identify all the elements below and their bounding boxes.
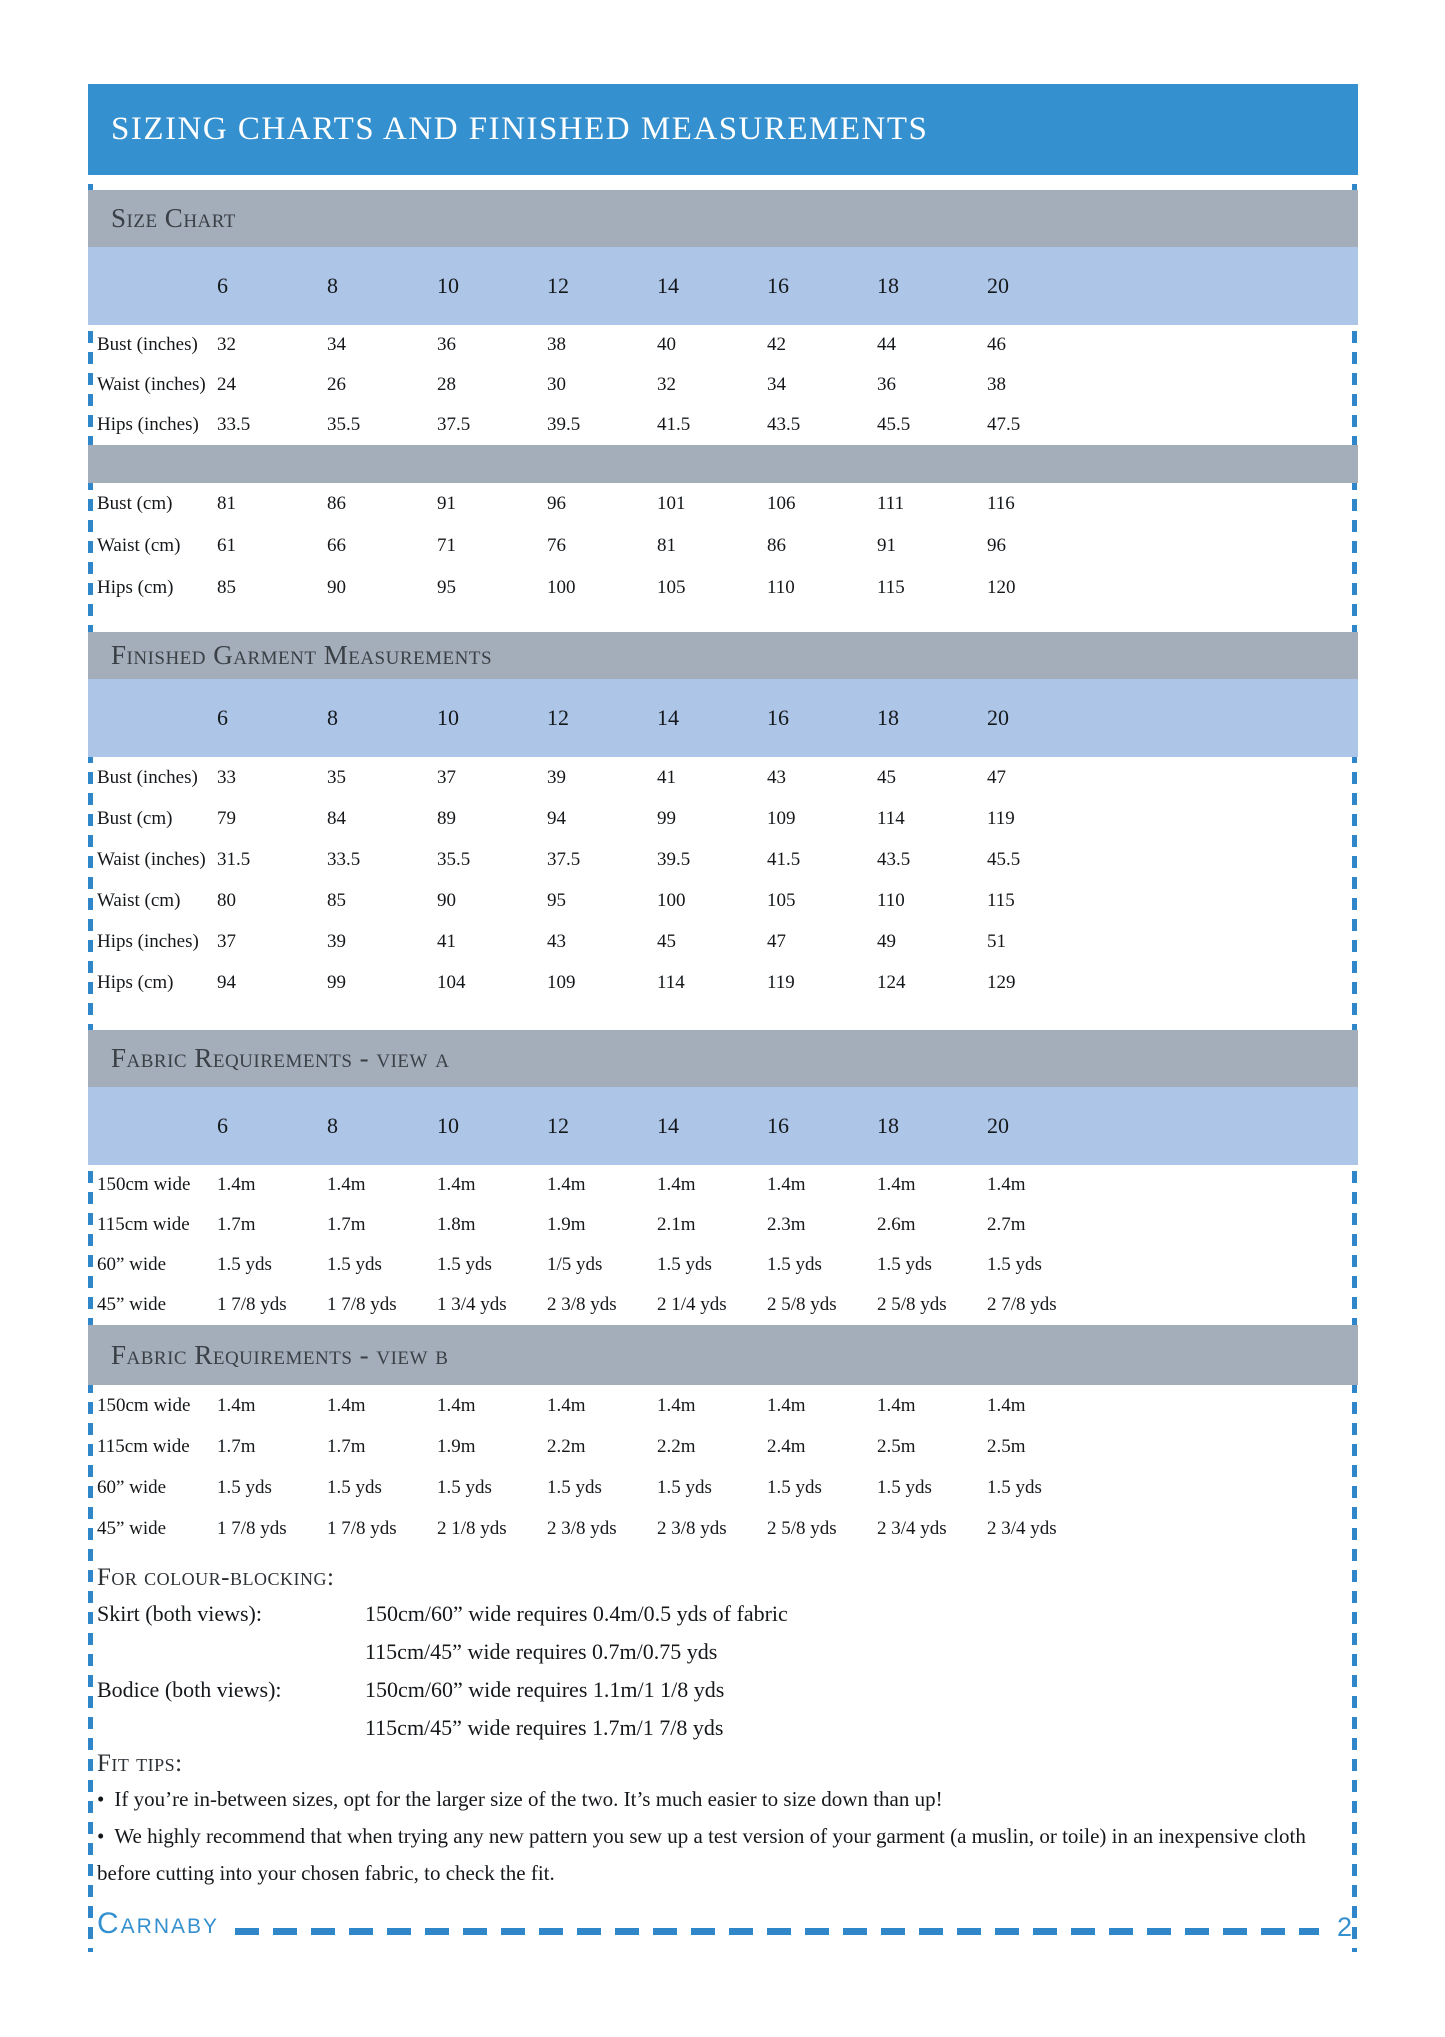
table-row: [88, 1426, 1358, 1467]
table-cell: 1.5 yds: [327, 1476, 382, 1498]
page-title: SIZING CHARTS AND FINISHED MEASUREMENTS: [111, 111, 929, 147]
table-cell: 2.7m: [987, 1214, 1026, 1235]
fabric-view-b-heading: Fabric Requirements - view b: [111, 1339, 449, 1370]
page-content: [88, 84, 1358, 1942]
table-cell: 1.4m: [657, 1174, 696, 1195]
table-cell: 1.5 yds: [217, 1254, 272, 1275]
bullet-icon: •: [97, 1824, 105, 1848]
colour-blocking-label: Bodice (both views):: [97, 1677, 282, 1702]
table-cell: 86: [767, 535, 786, 556]
row-label: 45” wide: [97, 1294, 167, 1315]
table-cell: 86: [327, 493, 346, 514]
row-label: Bust (inches): [97, 766, 198, 788]
table-cell: 1.7m: [327, 1214, 366, 1235]
size-column-header: 10: [437, 273, 459, 298]
table-row: [88, 1385, 1358, 1426]
table-cell: 1.4m: [327, 1394, 366, 1416]
table-cell: 94: [217, 971, 236, 993]
size-chart-cm-rows: [88, 483, 1358, 609]
row-label: 60” wide: [97, 1476, 167, 1498]
table-cell: 36: [877, 374, 896, 395]
table-cell: 1/5 yds: [547, 1254, 603, 1275]
size-column-header: 12: [547, 273, 569, 298]
table-row: [88, 1467, 1358, 1508]
table-cell: 37.5: [437, 414, 471, 435]
table-row: [88, 1285, 1358, 1325]
size-column-header: 16: [767, 705, 789, 730]
table-row: [88, 525, 1358, 567]
row-label: 45” wide: [97, 1517, 167, 1539]
fabric-view-a-heading: Fabric Requirements - view a: [111, 1043, 450, 1073]
table-cell: 95: [437, 577, 456, 598]
row-label: 150cm wide: [97, 1174, 191, 1195]
size-column-header: 20: [987, 705, 1009, 730]
table-cell: 2.2m: [657, 1435, 696, 1457]
table-cell: 38: [547, 334, 566, 355]
table-cell: 41: [657, 766, 676, 788]
table-cell: 129: [987, 971, 1016, 993]
size-column-header: 12: [547, 705, 569, 730]
colour-blocking-heading: For colour-blocking:: [97, 1564, 335, 1591]
table-cell: 35.5: [437, 848, 471, 870]
size-column-header: 8: [327, 273, 338, 298]
table-cell: 39: [547, 766, 566, 788]
size-chart-inches-rows: [88, 325, 1358, 445]
table-cell: 43.5: [767, 414, 801, 435]
table-cell: 66: [327, 535, 346, 556]
table-row: [88, 567, 1358, 609]
table-cell: 111: [877, 493, 905, 514]
table-cell: 110: [877, 889, 905, 911]
table-cell: 28: [437, 374, 456, 395]
table-cell: 2 7/8 yds: [987, 1294, 1057, 1315]
row-label: Bust (cm): [97, 493, 173, 514]
table-row: [88, 1165, 1358, 1205]
fabric-view-a-sizes-row: [88, 1087, 1358, 1165]
row-label: 150cm wide: [97, 1394, 191, 1416]
colour-blocking-label: [97, 1633, 365, 1671]
table-cell: 84: [327, 807, 346, 829]
page-number: 2: [1336, 1911, 1352, 1942]
table-cell: 1.4m: [877, 1174, 916, 1195]
size-column-header: 8: [327, 1113, 338, 1138]
table-cell: 1 7/8 yds: [217, 1517, 287, 1539]
table-row: [88, 325, 1358, 365]
table-cell: 100: [547, 577, 576, 598]
table-cell: 34: [767, 374, 786, 395]
size-column-header: 20: [987, 273, 1009, 298]
table-cell: 1.9m: [547, 1214, 586, 1235]
table-cell: 115: [987, 889, 1015, 911]
table-cell: 1.7m: [217, 1435, 256, 1457]
table-cell: 33.5: [327, 848, 361, 870]
table-cell: 2.2m: [547, 1435, 586, 1457]
colour-blocking-value: 150cm/60” wide requires 0.4m/0.5 yds of fabric: [365, 1601, 788, 1626]
table-cell: 91: [877, 535, 896, 556]
fit-tip-item: [97, 1781, 1350, 1818]
table-cell: 61: [217, 535, 236, 556]
table-cell: 33: [217, 766, 236, 788]
table-cell: 95: [547, 889, 566, 911]
table-cell: 2 5/8 yds: [877, 1294, 947, 1315]
table-cell: 38: [987, 374, 1006, 395]
row-label: Bust (inches): [97, 334, 198, 355]
table-cell: 32: [217, 334, 236, 355]
table-cell: 115: [877, 577, 905, 598]
table-cell: 2.4m: [767, 1435, 806, 1457]
row-label: Hips (inches): [97, 930, 199, 952]
table-cell: 45.5: [877, 414, 911, 435]
table-cell: 1.4m: [437, 1394, 476, 1416]
table-cell: 1.4m: [657, 1394, 696, 1416]
table-cell: 2 3/8 yds: [657, 1517, 727, 1539]
table-cell: 41: [437, 930, 456, 952]
fit-tip-text: We highly recommend that when trying any new pattern you sew up a test version of your garment (a muslin, or toile) in an inexpensive cloth before cutting into your chosen fabric, to check the fit.: [97, 1824, 1306, 1885]
table-cell: 49: [877, 930, 896, 952]
row-label: Waist (inches): [97, 848, 206, 870]
finished-garment-rows: [88, 757, 1358, 1003]
table-cell: 1.4m: [437, 1174, 476, 1195]
table-cell: 1.5 yds: [547, 1476, 602, 1498]
table-cell: 104: [437, 971, 466, 993]
table-cell: 2.3m: [767, 1214, 806, 1235]
size-column-header: 20: [987, 1113, 1009, 1138]
table-row: [88, 1508, 1358, 1549]
table-cell: 37.5: [547, 848, 581, 870]
table-cell: 105: [657, 577, 686, 598]
table-cell: 1.7m: [217, 1214, 256, 1235]
fit-tips-heading: Fit tips:: [97, 1750, 183, 1777]
table-cell: 36: [437, 334, 456, 355]
size-column-header: 14: [657, 1113, 679, 1138]
table-cell: 43: [767, 766, 786, 788]
table-cell: 1.4m: [217, 1174, 256, 1195]
table-cell: 1.5 yds: [767, 1254, 822, 1275]
table-cell: 1.4m: [987, 1174, 1026, 1195]
fit-tip-item: [97, 1818, 1350, 1892]
table-cell: 35.5: [327, 414, 361, 435]
row-label: 115cm wide: [97, 1214, 190, 1235]
table-cell: 90: [327, 577, 346, 598]
section-colour-blocking: [88, 1561, 1358, 1747]
table-cell: 96: [547, 493, 566, 514]
table-cell: 37: [437, 766, 456, 788]
row-label: Hips (cm): [97, 577, 174, 598]
footer-dashed-line: [235, 1928, 1319, 1935]
table-cell: 43: [547, 930, 566, 952]
table-cell: 2.6m: [877, 1214, 916, 1235]
section-fabric-view-a: [88, 1030, 1358, 1325]
table-cell: 94: [547, 807, 566, 829]
table-cell: 1.7m: [327, 1435, 366, 1457]
size-column-header: 14: [657, 273, 679, 298]
table-cell: 26: [327, 374, 346, 395]
table-cell: 81: [217, 493, 236, 514]
table-cell: 106: [767, 493, 796, 514]
size-chart-heading-band: [88, 190, 1358, 247]
size-column-header: 10: [437, 1113, 459, 1138]
table-cell: 41.5: [767, 848, 801, 870]
brand-name: Carnaby: [97, 1907, 220, 1940]
size-column-header: 8: [327, 705, 338, 730]
table-cell: 47.5: [987, 414, 1021, 435]
size-column-header: 18: [877, 705, 899, 730]
table-cell: 96: [987, 535, 1006, 556]
colour-blocking-row: [88, 1595, 1358, 1633]
table-row: [88, 1205, 1358, 1245]
table-cell: 1 7/8 yds: [217, 1294, 287, 1315]
table-cell: 1.4m: [877, 1394, 916, 1416]
table-cell: 2 3/4 yds: [987, 1517, 1057, 1539]
table-cell: 47: [987, 766, 1006, 788]
finished-garment-heading: Finished Garment Measurements: [111, 640, 493, 670]
table-cell: 1.5 yds: [327, 1254, 382, 1275]
colour-blocking-row: [88, 1709, 1358, 1747]
table-cell: 30: [547, 374, 566, 395]
section-size-chart: [88, 190, 1358, 609]
table-cell: 2 3/8 yds: [547, 1517, 617, 1539]
colour-blocking-label: Skirt (both views):: [97, 1601, 262, 1626]
table-cell: 101: [657, 493, 686, 514]
row-label: Bust (cm): [97, 807, 173, 829]
size-column-header: 6: [217, 273, 228, 298]
table-cell: 32: [657, 374, 676, 395]
table-cell: 119: [767, 971, 795, 993]
table-cell: 80: [217, 889, 236, 911]
table-cell: 47: [767, 930, 786, 952]
table-cell: 39.5: [657, 848, 691, 870]
table-cell: 99: [657, 807, 676, 829]
table-cell: 89: [437, 807, 456, 829]
table-cell: 2 5/8 yds: [767, 1294, 837, 1315]
table-cell: 37: [217, 930, 236, 952]
size-chart-heading: Size Chart: [111, 203, 236, 233]
table-cell: 46: [987, 334, 1006, 355]
table-cell: 2 1/4 yds: [657, 1294, 727, 1315]
table-cell: 99: [327, 971, 346, 993]
table-cell: 45.5: [987, 848, 1021, 870]
size-column-header: 16: [767, 273, 789, 298]
table-cell: 79: [217, 807, 236, 829]
table-cell: 124: [877, 971, 906, 993]
size-chart-separator-band: [88, 445, 1358, 483]
table-cell: 33.5: [217, 414, 251, 435]
size-column-header: 14: [657, 705, 679, 730]
size-column-header: 12: [547, 1113, 569, 1138]
table-cell: 1.9m: [437, 1435, 476, 1457]
table-cell: 42: [767, 334, 786, 355]
table-cell: 90: [437, 889, 456, 911]
table-cell: 1 7/8 yds: [327, 1294, 397, 1315]
table-cell: 1.5 yds: [217, 1476, 272, 1498]
row-label: Waist (cm): [97, 889, 181, 911]
page-footer: [88, 1906, 1358, 1942]
section-finished-garment: [88, 632, 1358, 1003]
table-cell: 114: [877, 807, 905, 829]
size-column-header: 18: [877, 1113, 899, 1138]
table-row: [88, 962, 1358, 1003]
section-fit-tips: [88, 1747, 1358, 1892]
size-column-header: 16: [767, 1113, 789, 1138]
table-cell: 1.4m: [547, 1394, 586, 1416]
table-cell: 1.4m: [217, 1394, 256, 1416]
colour-blocking-value: 115cm/45” wide requires 0.7m/0.75 yds: [365, 1639, 718, 1664]
table-cell: 1.4m: [547, 1174, 586, 1195]
fabric-view-b-rows: [88, 1385, 1358, 1549]
page-title-band: [88, 84, 1358, 175]
table-cell: 2 3/8 yds: [547, 1294, 617, 1315]
table-row: [88, 757, 1358, 798]
colour-blocking-row: [88, 1633, 1358, 1671]
table-cell: 120: [987, 577, 1016, 598]
table-cell: 85: [327, 889, 346, 911]
colour-blocking-row: [88, 1671, 1358, 1709]
fit-tip-text: If you’re in-between sizes, opt for the larger size of the two. It’s much easier to size down than up!: [114, 1787, 943, 1811]
table-cell: 91: [437, 493, 456, 514]
row-label: 60” wide: [97, 1254, 167, 1275]
finished-garment-sizes-row: [88, 679, 1358, 757]
table-cell: 85: [217, 577, 236, 598]
fabric-view-a-rows: [88, 1165, 1358, 1325]
row-label: Hips (cm): [97, 971, 174, 993]
table-cell: 45: [657, 930, 676, 952]
table-cell: 119: [987, 807, 1015, 829]
table-cell: 2.5m: [987, 1435, 1026, 1457]
table-cell: 110: [767, 577, 795, 598]
table-cell: 1 7/8 yds: [327, 1517, 397, 1539]
table-cell: 1.5 yds: [877, 1254, 932, 1275]
table-row: [88, 1245, 1358, 1285]
table-cell: 105: [767, 889, 796, 911]
table-cell: 1.5 yds: [657, 1254, 712, 1275]
table-cell: 1.4m: [327, 1174, 366, 1195]
table-row: [88, 839, 1358, 880]
size-column-header: 6: [217, 705, 228, 730]
table-cell: 1.4m: [767, 1174, 806, 1195]
section-fabric-view-b: [88, 1325, 1358, 1549]
bullet-icon: •: [97, 1787, 105, 1811]
table-cell: 2 3/4 yds: [877, 1517, 947, 1539]
size-column-header: 10: [437, 705, 459, 730]
table-cell: 2 1/8 yds: [437, 1517, 507, 1539]
table-cell: 51: [987, 930, 1006, 952]
table-cell: 114: [657, 971, 685, 993]
table-cell: 1.8m: [437, 1214, 476, 1235]
fabric-view-b-heading-band: [88, 1325, 1358, 1385]
table-cell: 39: [327, 930, 346, 952]
row-label: Hips (inches): [97, 414, 199, 435]
table-cell: 1.5 yds: [437, 1254, 492, 1275]
table-cell: 24: [217, 374, 236, 395]
table-row: [88, 405, 1358, 445]
table-row: [88, 483, 1358, 525]
table-cell: 2.1m: [657, 1214, 696, 1235]
table-cell: 1.5 yds: [767, 1476, 822, 1498]
colour-blocking-value: 150cm/60” wide requires 1.1m/1 1/8 yds: [365, 1677, 725, 1702]
table-cell: 35: [327, 766, 346, 788]
table-cell: 31.5: [217, 848, 251, 870]
table-cell: 40: [657, 334, 676, 355]
table-cell: 1.5 yds: [987, 1254, 1042, 1275]
size-chart-sizes-row: [88, 247, 1358, 325]
table-cell: 1.4m: [767, 1394, 806, 1416]
table-cell: 109: [547, 971, 576, 993]
row-label: Waist (inches): [97, 374, 206, 395]
table-cell: 44: [877, 334, 896, 355]
table-cell: 116: [987, 493, 1015, 514]
row-label: 115cm wide: [97, 1435, 190, 1457]
size-column-header: 18: [877, 273, 899, 298]
table-cell: 34: [327, 334, 346, 355]
table-row: [88, 880, 1358, 921]
table-cell: 1 3/4 yds: [437, 1294, 507, 1315]
table-cell: 1.5 yds: [657, 1476, 712, 1498]
table-cell: 1.4m: [987, 1394, 1026, 1416]
fit-tips-bullets: [88, 1781, 1350, 1892]
colour-blocking-label: [97, 1709, 365, 1747]
table-cell: 41.5: [657, 414, 691, 435]
fabric-view-a-heading-band: [88, 1030, 1358, 1087]
table-cell: 1.5 yds: [987, 1476, 1042, 1498]
table-row: [88, 365, 1358, 405]
table-cell: 2.5m: [877, 1435, 916, 1457]
size-column-header: 6: [217, 1113, 228, 1138]
table-cell: 39.5: [547, 414, 581, 435]
table-cell: 2 5/8 yds: [767, 1517, 837, 1539]
finished-garment-heading-band: [88, 632, 1358, 679]
table-cell: 1.5 yds: [877, 1476, 932, 1498]
table-cell: 45: [877, 766, 896, 788]
table-cell: 71: [437, 535, 456, 556]
table-cell: 1.5 yds: [437, 1476, 492, 1498]
table-row: [88, 798, 1358, 839]
row-label: Waist (cm): [97, 535, 181, 556]
table-cell: 81: [657, 535, 676, 556]
table-row: [88, 921, 1358, 962]
colour-blocking-value: 115cm/45” wide requires 1.7m/1 7/8 yds: [365, 1715, 724, 1740]
table-cell: 109: [767, 807, 796, 829]
table-cell: 43.5: [877, 848, 911, 870]
table-cell: 76: [547, 535, 566, 556]
table-cell: 100: [657, 889, 686, 911]
